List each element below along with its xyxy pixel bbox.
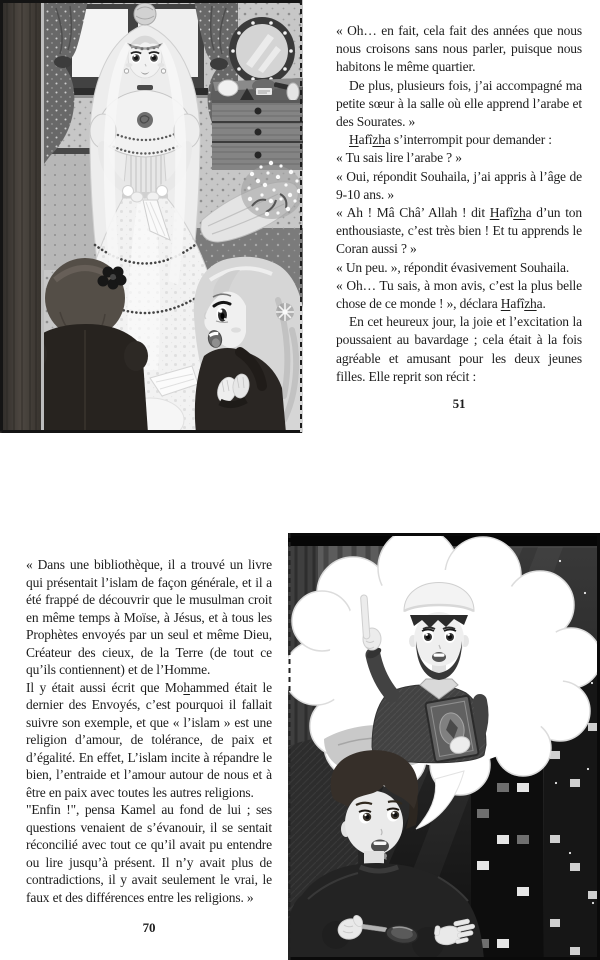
paragraph: Hafîzha s’interrompit pour demander : bbox=[349, 132, 552, 148]
paragraph: « Ah ! Mâ Châ’ Allah ! dit Hafîzha d’un ton enthousiaste, c’est très bien ! Et tu apprends le Coran aussi ? » bbox=[336, 205, 582, 257]
earring bbox=[124, 69, 128, 73]
holy-book bbox=[425, 695, 479, 762]
paragraph: « Tu sais lire l’arabe ? » bbox=[336, 150, 462, 166]
vanity-table bbox=[210, 78, 303, 101]
paragraph: « Un peu. », répondit évasivement Souhaila. bbox=[336, 259, 570, 275]
earring bbox=[161, 69, 165, 73]
vanity-mirror bbox=[229, 17, 295, 85]
paragraph: « Oui, répondit Souhaila, j’ai appris à l’âge de 9-10 ans. » bbox=[336, 168, 582, 202]
page-70-text-column bbox=[26, 556, 272, 937]
page-number-70: 70 bbox=[142, 920, 156, 935]
choker bbox=[137, 85, 153, 90]
paragraph: "Enfin !", pensa Kamel au fond de lui ; ses questions venaient de s’évanouir, il se sentait réconcilié avec tout ce qu’il avait pu entendre ou lire jusqu’à présent. Il n’y avait plus de contradictions, il y avait seulement le vrai, le faux et des différences entre les religions. » bbox=[26, 802, 272, 905]
paragraph: Il y était aussi écrit que Mohammed était le dernier des Envoyés, c’est pourquoi il fallait suivre son exemple, et que « l’islam » est une religion d’amour, de tolérance, de paix et d’égalité. En effet, L’islam incite à répandre le bien, l’entraide et l’amour autour de nous et à être en paix avec toutes les autres religions. bbox=[26, 679, 272, 800]
paragraph: « Oh… en fait, cela fait des années que nous nous croisons sans nous parler, puisque nous habitons le même quartier. bbox=[336, 23, 582, 75]
paragraph: En cet heureux jour, la joie et l’excitation la poussaient au bavardage ; cela était à la fois agréable et amusant pour les deux jeunes filles. Elle reprit son récit : bbox=[336, 314, 582, 384]
hair-ornament bbox=[276, 303, 294, 321]
hair-bun bbox=[134, 3, 156, 25]
paragraph: « Oh… Tu sais, à mon avis, c’est la plus belle chose de ce monde ! », déclara Hafîzha. bbox=[336, 277, 582, 312]
page-number-51: 51 bbox=[452, 396, 466, 412]
thought-bubble-illustration bbox=[288, 533, 600, 960]
bride-illustration bbox=[0, 0, 303, 433]
paragraph: De plus, plusieurs fois, j’ai accompagné ma petite sœur à la salle où elle apprend l’arabe et des Sourates. » bbox=[336, 77, 582, 130]
page-51-text-column bbox=[336, 22, 582, 413]
paragraph: « Dans une bibliothèque, il a trouvé un livre qui présentait l’islam de façon générale, et il a été frappé de découvrir que le musulman croit en même temps à Moïse, à Jésus, et à tous les Prophètes envoyés par un seul et même Dieu, Créateur des cieux, de la Terre (de tout ce qu’ils contiennent) et de l’Homme. bbox=[26, 557, 272, 677]
chest-rose bbox=[137, 112, 153, 128]
talking-mouth bbox=[371, 840, 389, 853]
drawer-chest bbox=[212, 100, 303, 170]
